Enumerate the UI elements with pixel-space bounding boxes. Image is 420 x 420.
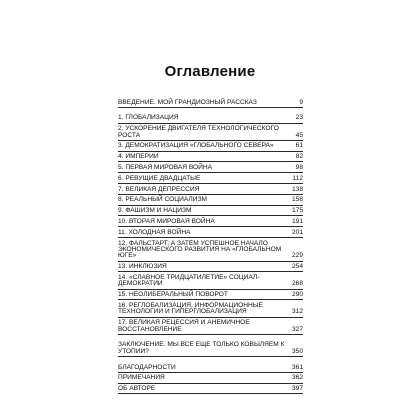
toc-entry-chapter-1: [118, 113, 303, 124]
toc-entry-page: 9: [299, 98, 303, 106]
toc-entry-label: 5. ПЕРВАЯ МИРОВАЯ ВОЙНА: [118, 163, 213, 171]
toc-entry-chapter-6: [118, 173, 303, 184]
toc-entry-page: 397: [291, 385, 303, 393]
toc-entry-page: 61: [295, 142, 303, 150]
toc-entry-page: 350: [291, 347, 303, 355]
toc-entry-page: 98: [295, 163, 303, 171]
toc-entry-chapter-5: [118, 162, 303, 173]
toc-entry-label: 16. РЕГЛОБАЛИЗАЦИЯ, ИНФОРМАЦИОННЫЕ ТЕХНОЛОГИИ И ГИПЕРГЛОБАЛИЗАЦИЯ: [118, 301, 264, 316]
toc-title: Оглавление: [164, 63, 256, 80]
table-of-contents: [118, 97, 303, 394]
toc-entry-label: 10. ВТОРАЯ МИРОВАЯ ВОЙНА: [118, 217, 215, 225]
toc-entry-page: 268: [291, 280, 303, 288]
toc-entry-page: 138: [291, 185, 303, 193]
toc-entry-label: 1. ГЛОБАЛИЗАЦИЯ: [118, 114, 179, 122]
toc-entry-label: БЛАГОДАРНОСТИ: [118, 363, 176, 371]
toc-entry-label: 15. НЕОЛИБЕРАЛЬНЫЙ ПОВОРОТ: [118, 291, 228, 299]
toc-entry-page: 229: [291, 252, 303, 260]
toc-entry-introduction: [118, 97, 303, 108]
toc-entry-page: 254: [291, 263, 303, 271]
toc-entry-chapter-16: [118, 300, 303, 317]
toc-entry-label: ВВЕДЕНИЕ. МОЙ ГРАНДИОЗНЫЙ РАССКАЗ: [118, 98, 257, 106]
toc-entry-label: ПРИМЕЧАНИЯ: [118, 374, 165, 382]
toc-entry-chapter-8: [118, 195, 303, 206]
toc-entry-page: 290: [291, 291, 303, 299]
toc-entry-label: ЗАКЛЮЧЕНИЕ. МЫ ВСЕ ЕЩЕ ТОЛЬКО КОВЫЛЯЕМ К УТОПИИ?: [118, 341, 285, 355]
toc-entry-page: 82: [295, 153, 303, 161]
toc-entry-chapter-14: [118, 272, 303, 289]
toc-entry-label: 3. ДЕМОКРАТИЗАЦИЯ «ГЛОБАЛЬНОГО СЕВЕРА»: [118, 142, 274, 150]
toc-entry-page: 201: [291, 228, 303, 236]
toc-entry-chapter-13: [118, 262, 303, 273]
toc-entry-label: 13. ИНКЛЮЗИЯ: [118, 263, 167, 271]
toc-entry-label: 11. ХОЛОДНАЯ ВОЙНА: [118, 228, 191, 236]
toc-entry-page: 112: [292, 174, 303, 182]
toc-entry-chapter-17: [118, 318, 303, 335]
toc-entry-chapter-11: [118, 227, 303, 238]
toc-entry-label: ОБ АВТОРЕ: [118, 385, 156, 393]
toc-entry-label: 7. ВЕЛИКАЯ ДЕПРЕССИЯ: [118, 185, 200, 193]
toc-entry-chapter-3: [118, 141, 303, 152]
toc-entry-page: 312: [291, 308, 303, 316]
toc-entry-label: 9. ФАШИЗМ И НАЦИЗМ: [118, 207, 192, 215]
toc-entry-label: 17. ВЕЛИКАЯ РЕЦЕССИЯ И АНЕМИЧНОЕ ВОССТАНОВЛЕНИЕ: [118, 319, 250, 333]
toc-entry-chapter-2: [118, 124, 303, 141]
toc-entry-notes: [118, 373, 303, 384]
toc-entry-chapter-12: [118, 238, 303, 262]
toc-entry-page: 45: [295, 131, 303, 139]
toc-entry-chapter-10: [118, 216, 303, 227]
toc-entry-chapter-9: [118, 206, 303, 217]
toc-entry-label: 6. РЕВУЩИЕ ДВАДЦАТЫЕ: [118, 174, 201, 182]
toc-entry-page: 327: [291, 325, 303, 333]
toc-entry-chapter-15: [118, 290, 303, 301]
toc-entry-chapter-7: [118, 184, 303, 195]
toc-entry-page: 191: [291, 217, 303, 225]
toc-entry-label: 8. РЕАЛЬНЫЙ СОЦИАЛИЗМ: [118, 196, 207, 204]
toc-entry-page: 23: [295, 114, 303, 122]
toc-entry-page: 175: [291, 207, 303, 215]
toc-entry-conclusion: [118, 340, 303, 357]
toc-entry-label: 2. УСКОРЕНИЕ ДВИГАТЕЛЯ ТЕХНОЛОГИЧЕСКОГО РОСТА: [118, 125, 279, 139]
toc-entry-page: 158: [291, 196, 303, 204]
toc-entry-acknowledgements: [118, 362, 303, 373]
toc-entry-label: 12. ФАЛЬСТАРТ, А ЗАТЕМ УСПЕШНОЕ НАЧАЛО ЭКОНОМИЧЕСКОГО РАЗВИТИЯ НА «ГЛОБАЛЬНОМ ЮГЕ»: [118, 239, 282, 260]
toc-entry-label: 4. ИМПЕРИИ: [118, 153, 159, 161]
toc-entry-chapter-4: [118, 152, 303, 163]
toc-entry-label: 14. «СЛАВНОЕ ТРИДЦАТИЛЕТИЕ» СОЦИАЛ-ДЕМОКРАТИИ: [118, 273, 260, 288]
toc-entry-page: 362: [291, 374, 303, 382]
toc-entry-page: 361: [291, 363, 303, 371]
toc-entry-about-author: [118, 384, 303, 395]
